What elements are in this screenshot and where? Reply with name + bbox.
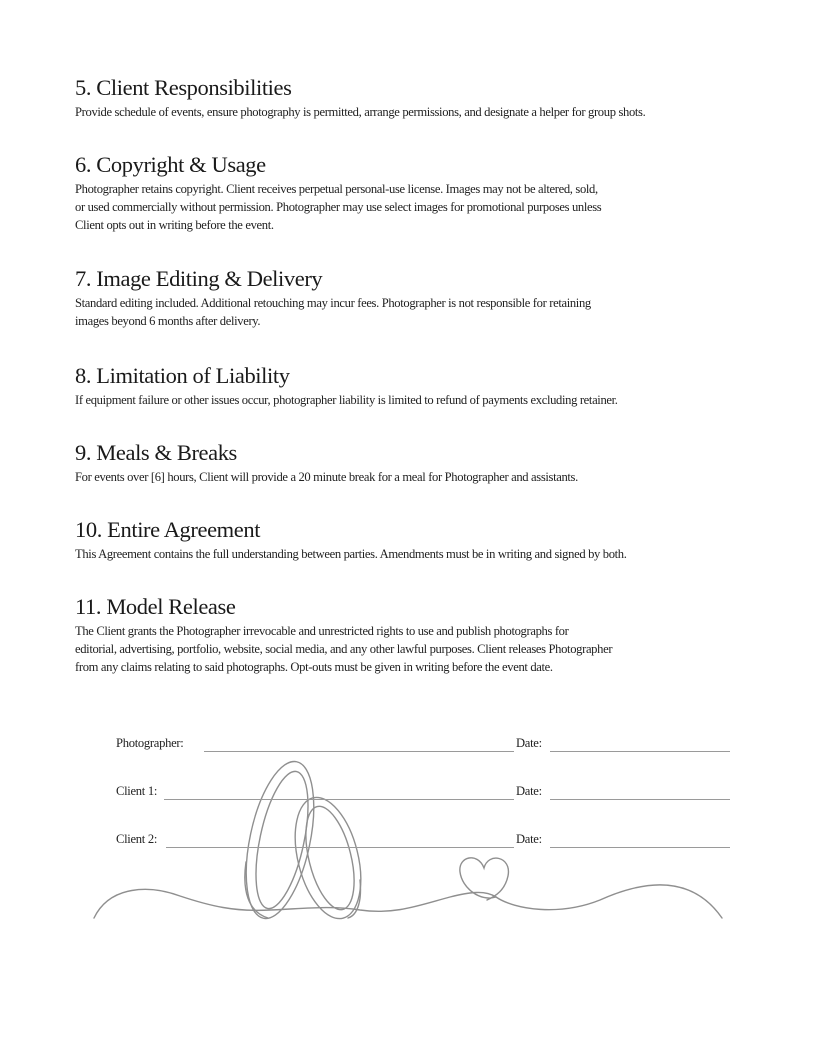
signature-line[interactable]	[166, 847, 514, 848]
date-line[interactable]	[550, 751, 730, 752]
section-body	[75, 391, 795, 409]
body-line: Photographer retains copyright. Client receives perpetual personal-use license. Images may not be altered, sold,	[75, 182, 598, 196]
section-body	[75, 622, 795, 676]
section-copyright-usage	[75, 152, 795, 234]
section-title: 6. Copyright & Usage	[75, 152, 266, 177]
section-body	[75, 294, 795, 330]
section-title: 11. Model Release	[75, 594, 236, 619]
section-body	[75, 180, 795, 234]
body-line: editorial, advertising, portfolio, website, social media, and any other lawful purposes. Client releases Photographer	[75, 642, 613, 656]
signature-row-client-1	[116, 784, 730, 804]
signature-row-client-2	[116, 832, 730, 852]
signature-label: Client 2:	[116, 832, 158, 846]
section-body	[75, 545, 795, 563]
section-model-release	[75, 594, 795, 676]
body-line: Standard editing included. Additional retouching may incur fees. Photographer is not responsible for retaining	[75, 296, 591, 310]
date-line[interactable]	[550, 799, 730, 800]
signature-line[interactable]	[164, 799, 514, 800]
section-title: 8. Limitation of Liability	[75, 363, 290, 388]
signature-label: Client 1:	[116, 784, 158, 798]
section-client-responsibilities	[75, 75, 795, 121]
date-label: Date:	[516, 736, 542, 750]
section-title: 10. Entire Agreement	[75, 517, 261, 542]
section-meals-breaks	[75, 440, 795, 486]
date-label: Date:	[516, 832, 542, 846]
body-line: If equipment failure or other issues occur, photographer liability is limited to refund of payments excluding retainer.	[75, 393, 618, 407]
section-body	[75, 468, 795, 486]
body-line: The Client grants the Photographer irrevocable and unrestricted rights to use and publish photographs for	[75, 624, 569, 638]
section-entire-agreement	[75, 517, 795, 563]
section-body	[75, 103, 795, 121]
section-title: 5. Client Responsibilities	[75, 75, 292, 100]
section-limitation-of-liability	[75, 363, 795, 409]
section-image-editing-delivery	[75, 266, 795, 330]
body-line: Client opts out in writing before the event.	[75, 218, 274, 232]
body-line: For events over [6] hours, Client will provide a 20 minute break for a meal for Photographer and assistants.	[75, 470, 578, 484]
body-line: images beyond 6 months after delivery.	[75, 314, 261, 328]
body-line: Provide schedule of events, ensure photography is permitted, arrange permissions, and designate a helper for group shots.	[75, 105, 646, 119]
date-line[interactable]	[550, 847, 730, 848]
section-title: 9. Meals & Breaks	[75, 440, 237, 465]
flourish-line	[94, 885, 722, 918]
signature-row-photographer	[116, 736, 730, 756]
date-label: Date:	[516, 784, 542, 798]
body-line: This Agreement contains the full understanding between parties. Amendments must be in writing and signed by both.	[75, 547, 627, 561]
signature-label: Photographer:	[116, 736, 184, 750]
signature-line[interactable]	[204, 751, 514, 752]
ring-front-icon	[284, 791, 372, 926]
body-line: or used commercially without permission. Photographer may use select images for promotional purposes unless	[75, 200, 602, 214]
section-title: 7. Image Editing & Delivery	[75, 266, 323, 291]
body-line: from any claims relating to said photographs. Opt-outs must be given in writing before the event date.	[75, 660, 553, 674]
